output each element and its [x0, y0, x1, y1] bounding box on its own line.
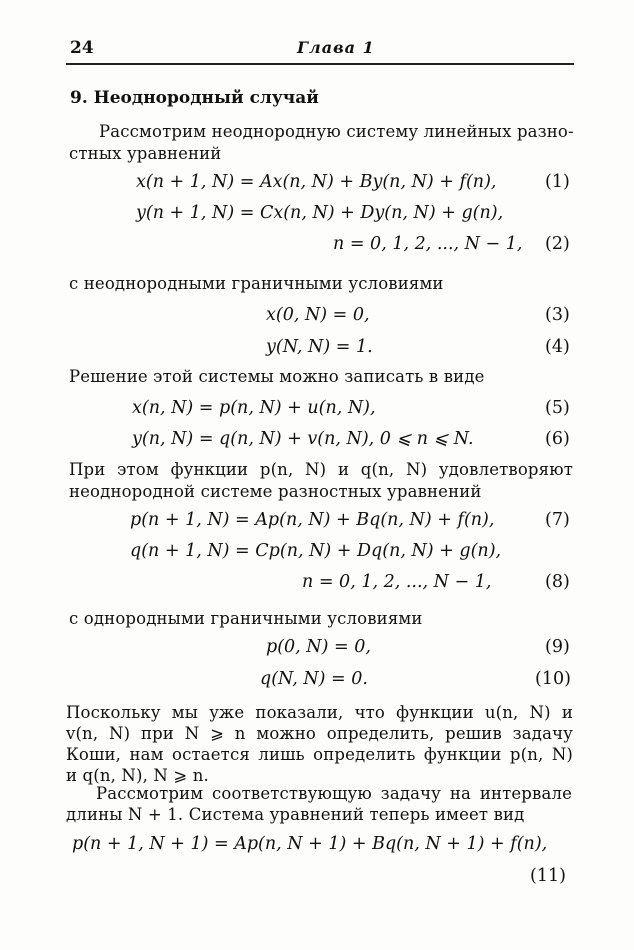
chapter-title: Глава 1 — [297, 38, 375, 57]
paragraph-line: Поскольку мы уже показали, что функции u(n, N) и — [66, 703, 573, 722]
equation-3: x(0, N) = 0, — [266, 305, 370, 325]
equation-7: p(n + 1, N) = Ap(n, N) + Bq(n, N) + f(n), — [130, 510, 495, 530]
paragraph-line: Рассмотрим неоднородную систему линейных разно- — [99, 122, 574, 141]
paragraph-line: При этом функции p(n, N) и q(n, N) удовлетворяют — [69, 460, 573, 479]
equation-label: (5) — [545, 398, 570, 418]
equation-8a: q(n + 1, N) = Cp(n, N) + Dq(n, N) + g(n), — [130, 541, 502, 561]
paragraph-line: v(n, N) при N ⩾ n можно определить, решив задачу — [66, 724, 573, 743]
paragraph-line: Решение этой системы можно записать в виде — [69, 367, 485, 386]
equation-8b: n = 0, 1, 2, ..., N − 1, — [302, 572, 492, 592]
equation-10: q(N, N) = 0. — [260, 669, 368, 689]
section-heading: 9. Неоднородный случай — [70, 88, 319, 108]
equation-5: x(n, N) = p(n, N) + u(n, N), — [132, 398, 376, 418]
equation-2b: n = 0, 1, 2, ..., N − 1, — [333, 234, 523, 254]
equation-9: p(0, N) = 0, — [266, 637, 371, 657]
equation-label: (10) — [535, 669, 571, 689]
header-rule — [66, 63, 574, 65]
equation-label: (11) — [530, 866, 566, 886]
equation-11: p(n + 1, N + 1) = Ap(n, N + 1) + Bq(n, N + 1) + f(n), — [72, 834, 548, 854]
equation-label: (2) — [545, 234, 570, 254]
paragraph-line: стных уравнений — [69, 144, 222, 163]
equation-label: (8) — [545, 572, 570, 592]
equation-label: (4) — [545, 337, 570, 357]
equation-label: (9) — [545, 637, 570, 657]
paragraph-line: Коши, нам остается лишь определить функции p(n, N) — [66, 745, 573, 764]
equation-label: (6) — [545, 429, 570, 449]
equation-6: y(n, N) = q(n, N) + v(n, N), 0 ⩽ n ⩽ N. — [132, 429, 474, 449]
paragraph-line: и q(n, N), N ⩾ n. — [66, 766, 209, 785]
equation-4: y(N, N) = 1. — [266, 337, 373, 357]
paragraph-line: Рассмотрим соответствующую задачу на интервале — [96, 784, 572, 803]
equation-2a: y(n + 1, N) = Cx(n, N) + Dy(n, N) + g(n), — [136, 203, 504, 223]
equation-label: (7) — [545, 510, 570, 530]
equation-label: (1) — [545, 172, 570, 192]
paragraph-line: с однородными граничными условиями — [69, 609, 423, 628]
paragraph-line: длины N + 1. Система уравнений теперь имеет вид — [66, 805, 525, 824]
equation-1: x(n + 1, N) = Ax(n, N) + By(n, N) + f(n), — [136, 172, 497, 192]
page-number: 24 — [70, 38, 94, 58]
paragraph-line: с неоднородными граничными условиями — [69, 274, 444, 293]
equation-label: (3) — [545, 305, 570, 325]
paragraph-line: неоднородной системе разностных уравнений — [69, 482, 482, 501]
